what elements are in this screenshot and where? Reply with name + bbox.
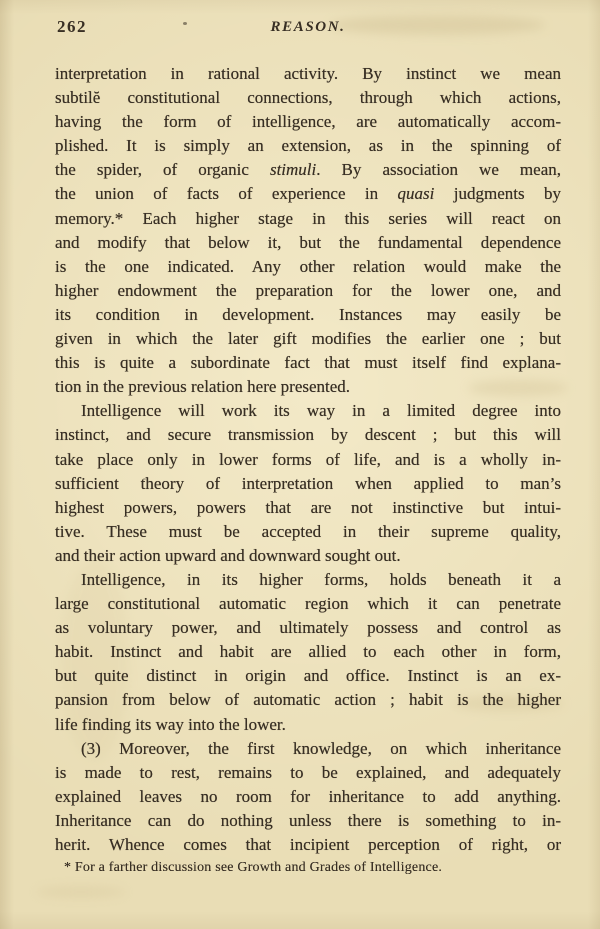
text-line: as voluntary power, and ultimately possess and control as (55, 618, 561, 638)
text-line: having the form of intelligence, are automatically accom- (55, 112, 561, 132)
text-line: memory.* Each higher stage in this series will react on (55, 208, 561, 228)
text-line: Inheritance can do nothing unless there is something to in- (55, 810, 561, 830)
paragraph (55, 737, 561, 857)
text-line: tive. These must be accepted in their supreme quality, (55, 521, 561, 541)
text-line: interpretation in rational activity. By instinct we mean (55, 64, 561, 83)
text-line: and modify that below it, but the fundamental dependence (55, 232, 561, 252)
paragraph (55, 399, 561, 568)
paragraph (55, 62, 561, 399)
text-line: take place only in lower forms of life, and is a wholly in- (55, 449, 561, 469)
text-line: highest powers, powers that are not instinctive but intui- (55, 497, 561, 517)
text-line: sufficient theory of interpretation when applied to man’s (55, 473, 561, 493)
text-line: Intelligence will work its way in a limited degree into (81, 401, 561, 421)
footnote: * For a farther discussion see Growth and Grades of Intelligence. (64, 860, 443, 875)
text-line: pansion from below of automatic action ; habit is the higher (55, 690, 561, 710)
text-line: its condition in development. Instances may easily be (55, 304, 561, 324)
text-line: the union of facts of experience in quasi judgments by (55, 184, 561, 204)
page-stain (36, 886, 126, 898)
text-line: life finding its way into the lower. (55, 714, 286, 734)
text-line: large constitutional automatic region which it can penetrate (55, 594, 561, 614)
text-line: this is quite a subordinate fact that must itself find explana- (55, 353, 561, 373)
text-line: is the one indicated. Any other relation would make the (55, 256, 561, 276)
text-line: instinct, and secure transmission by descent ; but this will (55, 425, 561, 445)
text-line: is made to rest, remains to be explained, and adequately (55, 762, 561, 782)
text-line: but quite distinct in origin and office. Instinct is an ex- (55, 666, 561, 686)
text-line: the spider, of organic stimuli. By association we mean, (55, 160, 561, 180)
paragraph (55, 568, 561, 737)
text-line: Intelligence, in its higher forms, holds beneath it a (81, 569, 561, 589)
text-line: plished. It is simply an extension, as in the spinning of (55, 136, 561, 156)
text-line: habit. Instinct and habit are allied to each other in form, (55, 642, 561, 662)
text-block (55, 62, 561, 857)
page-header (55, 17, 561, 39)
text-line: given in which the later gift modifies the earlier one ; but (55, 329, 561, 349)
text-line: and their action upward and downward sought out. (55, 545, 401, 565)
text-line: higher endowment the preparation for the lower one, and (55, 280, 561, 300)
text-line: (3) Moreover, the first knowledge, on which inheritance (81, 738, 561, 758)
text-line: subtilĕ constitutional connections, through which actions, (55, 88, 561, 108)
page-number: 262 (57, 17, 87, 36)
text-line: explained leaves no room for inheritance to add anything. (55, 786, 561, 806)
text-line: herit. Whence comes that incipient perception of right, or (55, 835, 561, 854)
running-head: REASON. (270, 19, 346, 35)
text-line: tion in the previous relation here presented. (55, 377, 351, 397)
